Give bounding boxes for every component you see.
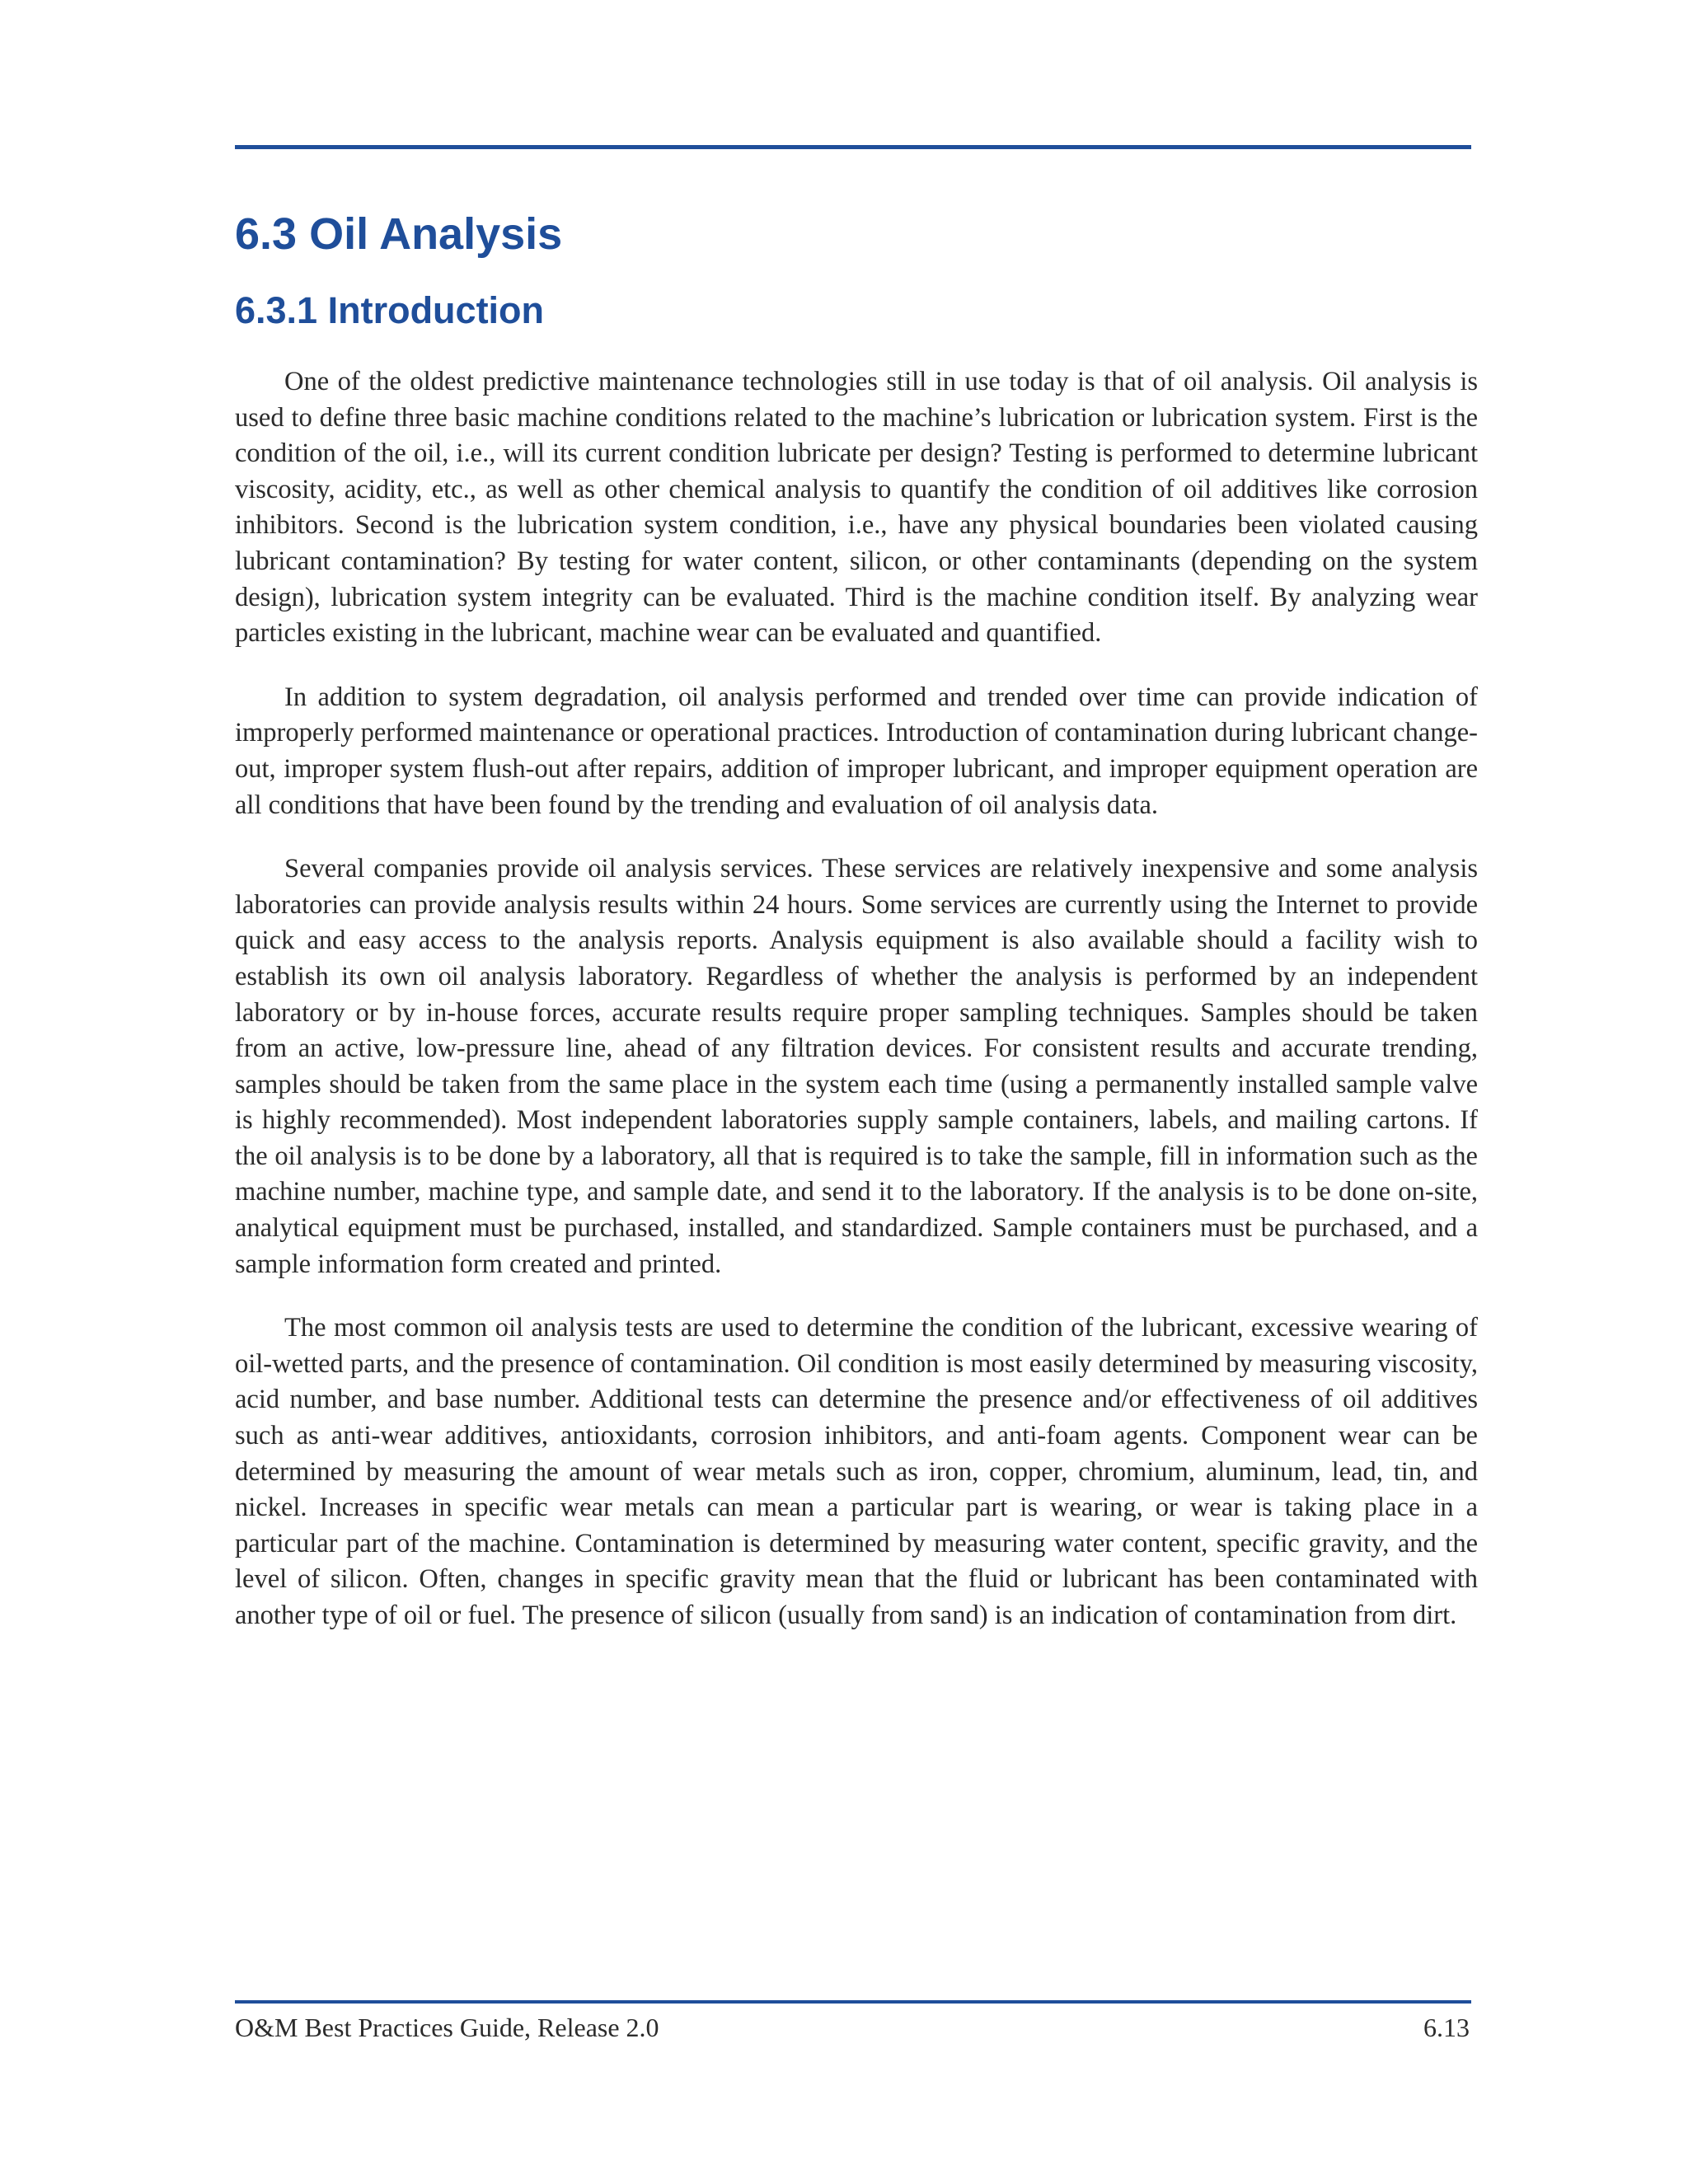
paragraph: In addition to system degradation, oil analysis performed and trended over time can provide indication of improperly performed maintenance or operational practices. Introduction of contamination during lubricant change-out, improper system flush-out after repairs, addition of improper lubricant, and improper equipment operation are all conditions that have been found by the trending and evaluation of oil analysis data. — [235, 682, 1478, 820]
paragraph: Several companies provide oil analysis services. These services are relatively inexpensive and some analysis laboratories can provide analysis results within 24 hours. Some services are currently using the Internet to provide quick and easy access to the analysis reports. Analysis equipment is also available should a facility wish to establish its own oil analysis laboratory. Regardless of whether the analysis is performed by an independent laboratory or by in-house forces, accurate results require proper sampling techniques. Samples should be taken from an active, low-pressure line, ahead of any filtration devices. For consistent results and accurate trending, samples should be taken from the same place in the system each time (using a permanently installed sample valve is highly recommended). Most independent laboratories supply sample containers, labels, and mailing cartons. If the oil analysis is to be done by a laboratory, all that is required is to take the sample, fill in information such as the machine number, machine type, and sample date, and send it to the laboratory. If the analysis is to be done on-site, analytical equipment must be purchased, installed, and standardized. Sample containers must be purchased, and a sample information form created and printed. — [235, 854, 1478, 1279]
paragraph: One of the oldest predictive maintenance technologies still in use today is that of oil analysis. Oil analysis is used to define three basic machine conditions related to the machine’s lubrication or lubrication system. First is the condition of the oil, i.e., will its current condition lubricate per design? Testing is performed to determine lubricant viscosity, acidity, etc., as well as other chemical analysis to quantify the condition of oil additives like corrosion inhibitors. Second is the lubrication system condition, i.e., have any physical boundaries been violated causing lubricant contamination? By testing for water content, silicon, or other contaminants (depending on the system design), lubrication system integrity can be evaluated. Third is the machine condition itself. By analyzing wear particles existing in the lubricant, machine wear can be evaluated and quantified. — [235, 367, 1478, 649]
header-rule — [235, 145, 1471, 149]
paragraph: The most common oil analysis tests are used to determine the condition of the lubricant, excessive wearing of oil-wetted parts, and the presence of contamination. Oil condition is most easily determined by measuring viscosity, acid number, and base number. Additional tests can determine the presence and/or effectiveness of oil additives such as anti-wear additives, antioxidants, corrosion inhibitors, and anti-foam agents. Component wear can be determined by measuring the amount of wear metals such as iron, copper, chromium, aluminum, lead, tin, and nickel. Increases in specific wear metals can mean a particular part is wearing, or wear is taking place in a particular part of the machine. Contamination is determined by measuring water content, specific gravity, and the level of silicon. Often, changes in specific gravity mean that the fluid or lubricant has been contaminated with another type of oil or fuel. The presence of silicon (usually from sand) is an indication of contamination from dirt. — [235, 1313, 1478, 1630]
body-text — [235, 364, 1478, 1662]
footer-page-number: 6.13 — [1423, 2013, 1470, 2042]
section-title: 6.3 Oil Analysis — [235, 209, 563, 259]
footer-guide-title: O&M Best Practices Guide, Release 2.0 — [235, 2013, 659, 2042]
footer-rule — [235, 2000, 1471, 2004]
subsection-title: 6.3.1 Introduction — [235, 289, 545, 331]
